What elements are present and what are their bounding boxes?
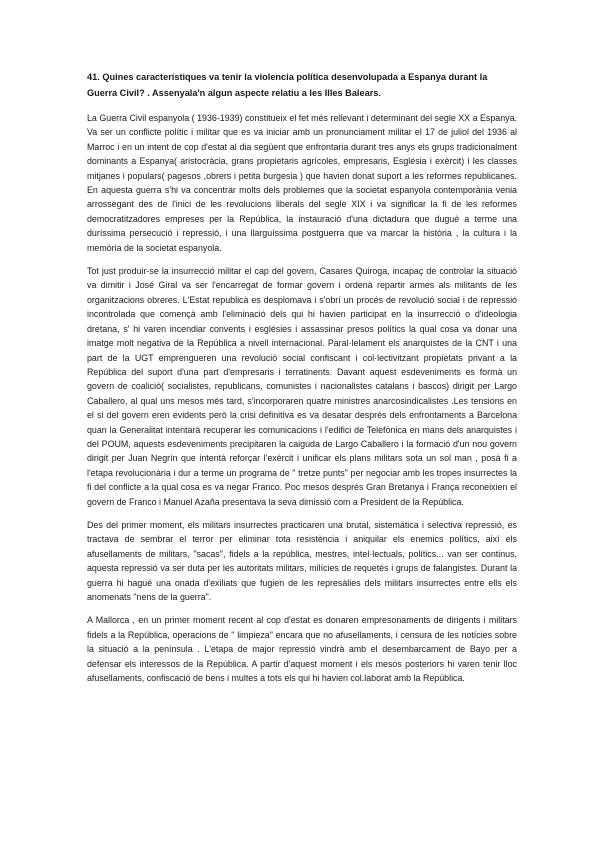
paragraph-intro: La Guerra Civil espanyola ( 1936-1939) constitueix el fet més rellevant i determinant del segle XX a Espanya. Va ser un conflicte polític i militar que es va iniciar amb un pronunciament militar el 17 de juliol del 1936 al Marroc i en un intent de cop d'estat al dia següent que enfrontaria durant tres anys els grups tradicionalment dominants a Espanya( aristocràcia, grans propietaris agrícoles, empresaris, Església i exèrcit) i les classes mitjanes i populars( pagesos ,obrers i petita burgesia ) que havien donat suport a les reformes republicanes. En aquesta guerra s'hi va concentrar molts dels problemes que la societat espanyola contemporània venia arrossegant des de l'inici de les revolucions liberals del segle XIX i va significar la fi de les reformes democratitzadores empreses per la República, la instauració d'una dictadura que duguè a terme una duríssima persecució i repressió, i una llarguíssima postguerra que va marcar la història , la cultura i la memòria de la societat espanyola. (87, 113, 517, 253)
question-heading: 41. Quines característiques va tenir la violencia política desenvolupada a Espanya durant la Guerra Civil? . Assenyala'n algun aspecte relatiu a les Illes Balears. (87, 72, 488, 98)
paragraph-republican-zone: Tot just produir-se la insurrecció militar el cap del govern, Casares Quiroga, incapaç de controlar la situació va dimitir i José Giral va ser l'encarregat de formar govern i ordenà repartir armes als militants de les organitzacions obreres. L'Estat republicà es desplomava i s'obrí un procés de revolució social i de repressió incontrolada que començà amb l'eliminació dels qui hi havien participat en la insurrecció o d'ideologia dretana, s' hi varen incendiar convents i esglésies i assassinar presos polítics la qual cosa va donar una imatge molt negativa de la República a nivell internacional. Paral·lelament els anarquistes de la CNT i una part de la UGT emprengueren una revolució social confiscant i col·lectivitzant propietats privant a la República del suport d'una part d'empresaris i terratinents. Davant aquest esdeveniments es formà un govern de coalició( socialistes, republicans, comunistes i nacionalistes catalans i bascos) dirigit per Largo Caballero, al qual uns mesos més tard, s'incorporaren quatre ministres anarcosindicalistes .Les tensions en el si del govern eren evidents però la crisi definitiva es va desatar després dels enfrontaments a Barcelona quan la Generalitat intentarà recuperar les comunicacions i l'edifici de Telefònica en mans dels anarquistes i del POUM, aquests esdeveniments precipitaren la caiguda de Largo Caballero i la formació d'un nou govern dirigit per Juan Negrín que intentà reforçar l'exèrcit i unificar els plans militars sota un sol man , posà fi a l'etapa revolucionària i dur a terme un programa de " tretze punts" per negociar amb les tropes insurrectes la fi del conflicte a la qual cosa es va negar Franco. Poc mesos després Gran Bretanya i França reconeixien el govern de Franco i Manuel Azaña presentava la seva dimissió com a President de la República. (87, 266, 517, 507)
paragraph-mallorca: A Mallorca , en un primer moment recent al cop d'estat es donaren empresonaments de dirigents i militars fidels a la República, operacions de " limpieza" encara que no afusellaments, i censura de les notícies sobre la situació a la península . L'etapa de major repressió vindrà amb el desembarcament de Bayo per a defensar els interessos de la República. A partir d'aquest moment i els mesos posteriors hi varen tenir lloc afusellaments, confiscació de bens i multes a tots els qui hi havien col.laborat amb la República. (87, 615, 517, 684)
paragraph-insurgent-repression: Des del primer moment, els militars insurrectes practicaren una brutal, sistemàtica i selectiva repressió, es tractava de sembrar el terror per eliminar tota resistència i aniquilar els enemics polítics, així els afusellaments de militars, "sacas", fidels a la república, mestres, intel·lectuals, polítics... van ser continus, aquesta repressió va ser duta per les autoritats militars, milícies de requetès i grups de falangistes. Durant la guerra hi hagué una onada d'exiliats que fugien de les represàlies dels militars insurrectes entre ells els anomenats "nens de la guerra". (87, 519, 517, 602)
